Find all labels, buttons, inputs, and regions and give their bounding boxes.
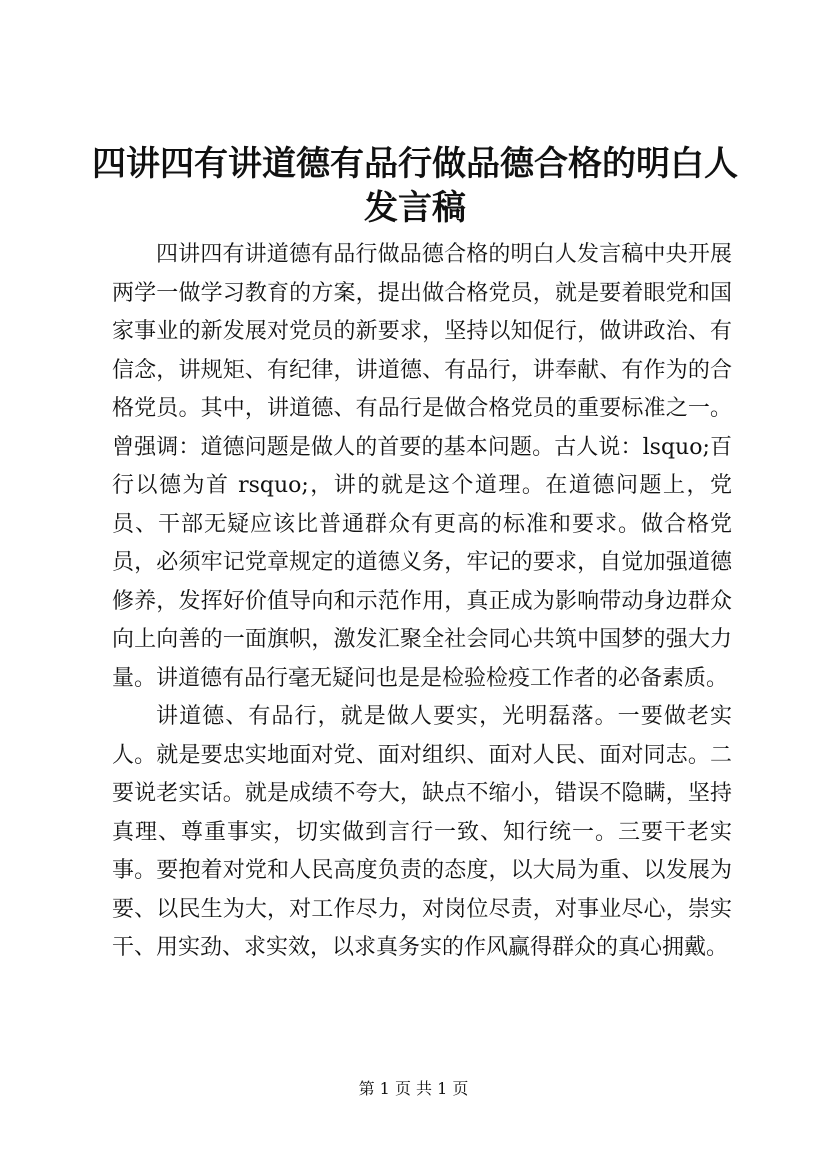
document-title: 四讲四有讲道德有品行做品德合格的明白人发言稿 [92, 144, 738, 228]
document-body [112, 236, 732, 968]
page-footer: 第 1 页 共 1 页 [358, 1079, 469, 1098]
paragraph-2: 讲道德、有品行，就是做人要实，光明磊落。一要做老实人。就是要忠实地面对党、面对组织、面对人民、面对同志。二要说老实话。就是成绩不夸大，缺点不缩小，错误不隐瞒，坚持真理、尊重事实，切实做到言行一致、知行统一。三要干老实事。要抱着对党和人民高度负责的态度，以大局为重、以发展为要、以民生为大，对工作尽力，对岗位尽责，对事业尽心，崇实干、用实劲、求实效，以求真务实的作风赢得群众的真心拥戴。 [112, 704, 732, 960]
paragraph-1: 四讲四有讲道德有品行做品德合格的明白人发言稿中央开展两学一做学习教育的方案，提出做合格党员，就是要着眼党和国家事业的新发展对党员的新要求，坚持以知促行，做讲政治、有信念，讲规矩、有纪律，讲道德、有品行，讲奉献、有作为的合格党员。其中，讲道德、有品行是做合格党员的重要标准之一。曾强调：道德问题是做人的首要的基本问题。古人说：lsquo;百行以德为首 rsquo;，讲的就是这个道理。在道德问题上，党员、干部无疑应该比普通群众有更高的标准和要求。做合格党员，必须牢记党章规定的道德义务，牢记的要求，自觉加强道德修养，发挥好价值导向和示范作用，真正成为影响带动身边群众向上向善的一面旗帜，激发汇聚全社会同心共筑中国梦的强大力量。讲道德有品行毫无疑问也是是检验检疫工作者的必备素质。 [112, 242, 732, 691]
